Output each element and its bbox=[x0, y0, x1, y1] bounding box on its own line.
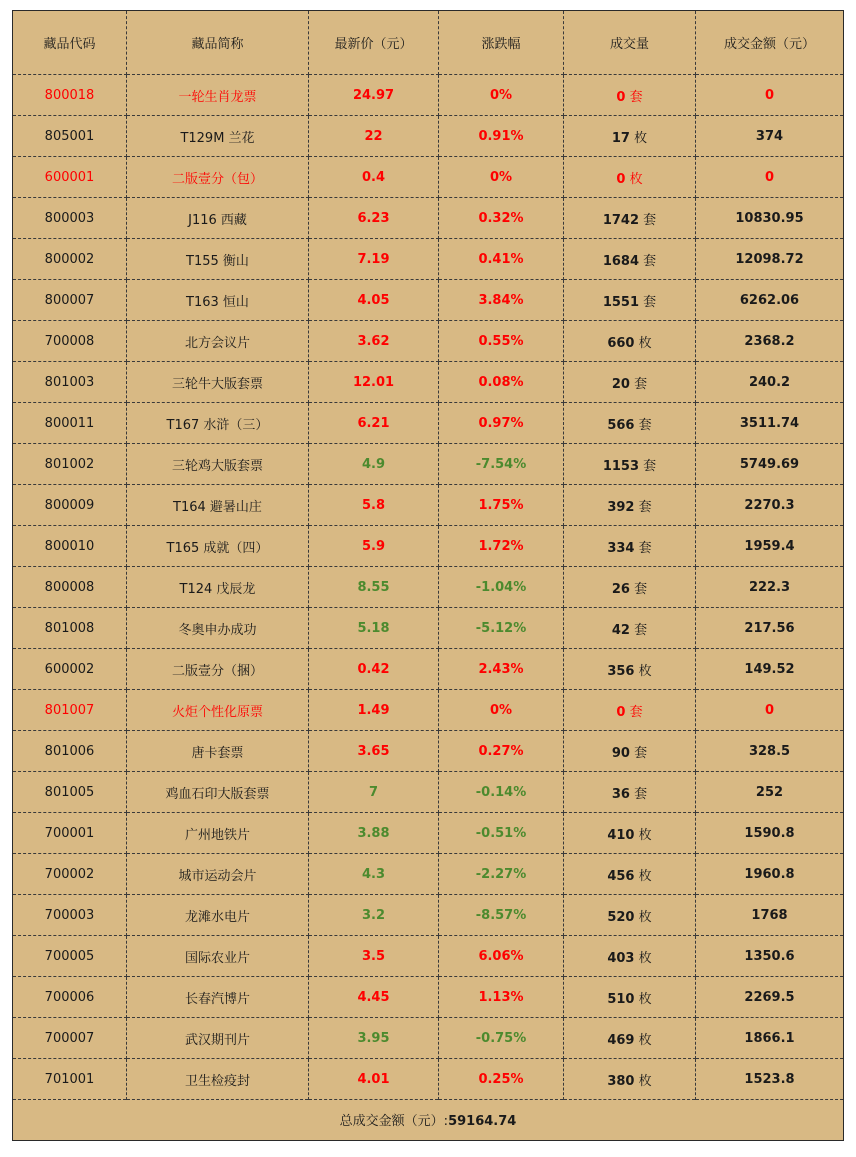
cell-volume bbox=[564, 895, 696, 936]
cell-change: 0% bbox=[439, 690, 564, 731]
volume-unit: 枚 bbox=[638, 335, 652, 351]
volume-unit: 套 bbox=[629, 89, 643, 105]
cell-name: J116 西藏 bbox=[127, 198, 309, 239]
cell-name: 龙滩水电片 bbox=[127, 895, 309, 936]
cell-name: T124 戊辰龙 bbox=[127, 567, 309, 608]
cell-price: 3.65 bbox=[309, 731, 439, 772]
cell-code: 800003 bbox=[13, 198, 127, 239]
volume-unit: 枚 bbox=[638, 827, 652, 843]
cell-amount: 0 bbox=[696, 157, 844, 198]
cell-amount: 374 bbox=[696, 116, 844, 157]
table-row bbox=[13, 362, 843, 403]
volume-unit: 枚 bbox=[629, 171, 643, 187]
cell-volume bbox=[564, 485, 696, 526]
table-row bbox=[13, 526, 843, 567]
volume-number: 520 bbox=[607, 909, 635, 925]
volume-number: 456 bbox=[607, 868, 635, 884]
volume-number: 20 bbox=[611, 376, 630, 392]
cell-change: 1.13% bbox=[439, 977, 564, 1018]
cell-code: 801007 bbox=[13, 690, 127, 731]
volume-number: 660 bbox=[607, 335, 635, 351]
cell-name: 冬奥申办成功 bbox=[127, 608, 309, 649]
cell-amount: 3511.74 bbox=[696, 403, 844, 444]
cell-amount: 1590.8 bbox=[696, 813, 844, 854]
header-code: 藏品代码 bbox=[13, 11, 127, 75]
cell-name: 二版壹分（包） bbox=[127, 157, 309, 198]
cell-name: T129M 兰花 bbox=[127, 116, 309, 157]
cell-code: 600001 bbox=[13, 157, 127, 198]
cell-amount: 6262.06 bbox=[696, 280, 844, 321]
cell-change: 0% bbox=[439, 75, 564, 116]
cell-volume bbox=[564, 731, 696, 772]
cell-name: 国际农业片 bbox=[127, 936, 309, 977]
volume-number: 0 bbox=[616, 704, 626, 720]
volume-unit: 套 bbox=[634, 581, 648, 597]
cell-volume bbox=[564, 157, 696, 198]
cell-volume bbox=[564, 772, 696, 813]
quote-table-container bbox=[12, 10, 844, 1141]
cell-name: 武汉期刊片 bbox=[127, 1018, 309, 1059]
cell-price: 12.01 bbox=[309, 362, 439, 403]
cell-price: 3.5 bbox=[309, 936, 439, 977]
cell-volume bbox=[564, 936, 696, 977]
table-row bbox=[13, 813, 843, 854]
cell-volume bbox=[564, 1059, 696, 1100]
cell-name: T165 成就（四） bbox=[127, 526, 309, 567]
cell-price: 8.55 bbox=[309, 567, 439, 608]
table-row bbox=[13, 321, 843, 362]
cell-volume bbox=[564, 116, 696, 157]
cell-amount: 1960.8 bbox=[696, 854, 844, 895]
cell-code: 800002 bbox=[13, 239, 127, 280]
cell-change: 3.84% bbox=[439, 280, 564, 321]
cell-amount: 217.56 bbox=[696, 608, 844, 649]
total-cell bbox=[13, 1100, 843, 1139]
volume-number: 0 bbox=[616, 89, 626, 105]
volume-number: 1551 bbox=[602, 294, 640, 310]
table-row bbox=[13, 1059, 843, 1100]
volume-number: 380 bbox=[607, 1073, 635, 1089]
volume-unit: 枚 bbox=[638, 1032, 652, 1048]
cell-name: T163 恒山 bbox=[127, 280, 309, 321]
cell-volume bbox=[564, 75, 696, 116]
volume-number: 1153 bbox=[602, 458, 640, 474]
cell-name: T164 避暑山庄 bbox=[127, 485, 309, 526]
table-row bbox=[13, 403, 843, 444]
cell-price: 7.19 bbox=[309, 239, 439, 280]
cell-price: 3.62 bbox=[309, 321, 439, 362]
cell-amount: 2269.5 bbox=[696, 977, 844, 1018]
cell-amount: 240.2 bbox=[696, 362, 844, 403]
cell-volume bbox=[564, 649, 696, 690]
cell-price: 5.8 bbox=[309, 485, 439, 526]
cell-volume bbox=[564, 608, 696, 649]
cell-name: 北方会议片 bbox=[127, 321, 309, 362]
cell-change: -1.04% bbox=[439, 567, 564, 608]
volume-number: 26 bbox=[611, 581, 630, 597]
cell-change: 0.25% bbox=[439, 1059, 564, 1100]
table-row bbox=[13, 75, 843, 116]
header-name: 藏品简称 bbox=[127, 11, 309, 75]
cell-code: 700006 bbox=[13, 977, 127, 1018]
cell-code: 800009 bbox=[13, 485, 127, 526]
cell-code: 801005 bbox=[13, 772, 127, 813]
volume-unit: 套 bbox=[643, 294, 657, 310]
cell-price: 6.21 bbox=[309, 403, 439, 444]
volume-number: 392 bbox=[607, 499, 635, 515]
total-row bbox=[13, 1100, 843, 1139]
volume-unit: 套 bbox=[629, 704, 643, 720]
table-row bbox=[13, 157, 843, 198]
total-value: 59164.74 bbox=[448, 1113, 517, 1129]
cell-code: 801002 bbox=[13, 444, 127, 485]
cell-volume bbox=[564, 444, 696, 485]
cell-volume bbox=[564, 362, 696, 403]
table-row bbox=[13, 198, 843, 239]
cell-price: 22 bbox=[309, 116, 439, 157]
cell-change: 0.55% bbox=[439, 321, 564, 362]
cell-price: 1.49 bbox=[309, 690, 439, 731]
header-change: 涨跌幅 bbox=[439, 11, 564, 75]
table-row bbox=[13, 116, 843, 157]
volume-number: 36 bbox=[611, 786, 630, 802]
volume-unit: 枚 bbox=[638, 1073, 652, 1089]
cell-change: -2.27% bbox=[439, 854, 564, 895]
cell-name: 广州地铁片 bbox=[127, 813, 309, 854]
cell-price: 0.42 bbox=[309, 649, 439, 690]
total-label: 总成交金额（元）: bbox=[339, 1113, 449, 1129]
volume-unit: 套 bbox=[634, 786, 648, 802]
volume-unit: 套 bbox=[638, 499, 652, 515]
cell-change: -0.51% bbox=[439, 813, 564, 854]
table-row bbox=[13, 895, 843, 936]
volume-number: 566 bbox=[607, 417, 635, 433]
cell-amount: 1523.8 bbox=[696, 1059, 844, 1100]
cell-volume bbox=[564, 977, 696, 1018]
table-row bbox=[13, 772, 843, 813]
volume-number: 356 bbox=[607, 663, 635, 679]
table-row bbox=[13, 485, 843, 526]
cell-volume bbox=[564, 690, 696, 731]
volume-number: 0 bbox=[616, 171, 626, 187]
cell-code: 700007 bbox=[13, 1018, 127, 1059]
cell-price: 4.9 bbox=[309, 444, 439, 485]
cell-name: 城市运动会片 bbox=[127, 854, 309, 895]
cell-amount: 1350.6 bbox=[696, 936, 844, 977]
cell-amount: 12098.72 bbox=[696, 239, 844, 280]
cell-name: 唐卡套票 bbox=[127, 731, 309, 772]
cell-code: 701001 bbox=[13, 1059, 127, 1100]
cell-amount: 1768 bbox=[696, 895, 844, 936]
cell-name: 长春汽博片 bbox=[127, 977, 309, 1018]
cell-price: 3.95 bbox=[309, 1018, 439, 1059]
cell-name: 三轮鸡大版套票 bbox=[127, 444, 309, 485]
volume-number: 469 bbox=[607, 1032, 635, 1048]
cell-amount: 1866.1 bbox=[696, 1018, 844, 1059]
table-row bbox=[13, 731, 843, 772]
table-row bbox=[13, 854, 843, 895]
header-price: 最新价（元） bbox=[309, 11, 439, 75]
volume-number: 510 bbox=[607, 991, 635, 1007]
volume-unit: 套 bbox=[643, 212, 657, 228]
cell-change: 0% bbox=[439, 157, 564, 198]
cell-price: 4.3 bbox=[309, 854, 439, 895]
volume-unit: 枚 bbox=[638, 663, 652, 679]
cell-change: -0.14% bbox=[439, 772, 564, 813]
volume-unit: 套 bbox=[638, 540, 652, 556]
cell-name: 鸡血石印大版套票 bbox=[127, 772, 309, 813]
volume-unit: 枚 bbox=[638, 950, 652, 966]
cell-code: 800007 bbox=[13, 280, 127, 321]
cell-change: 1.72% bbox=[439, 526, 564, 567]
cell-name: 卫生检疫封 bbox=[127, 1059, 309, 1100]
table-row bbox=[13, 1018, 843, 1059]
cell-code: 801003 bbox=[13, 362, 127, 403]
volume-unit: 套 bbox=[634, 622, 648, 638]
cell-amount: 0 bbox=[696, 75, 844, 116]
cell-code: 800018 bbox=[13, 75, 127, 116]
cell-name: 一轮生肖龙票 bbox=[127, 75, 309, 116]
volume-unit: 套 bbox=[643, 253, 657, 269]
cell-volume bbox=[564, 1018, 696, 1059]
cell-price: 24.97 bbox=[309, 75, 439, 116]
cell-name: 二版壹分（捆） bbox=[127, 649, 309, 690]
cell-change: 0.97% bbox=[439, 403, 564, 444]
cell-change: 0.91% bbox=[439, 116, 564, 157]
volume-unit: 套 bbox=[643, 458, 657, 474]
cell-price: 3.88 bbox=[309, 813, 439, 854]
cell-change: 0.27% bbox=[439, 731, 564, 772]
cell-name: T167 水浒（三） bbox=[127, 403, 309, 444]
volume-unit: 枚 bbox=[634, 130, 648, 146]
cell-volume bbox=[564, 854, 696, 895]
cell-price: 4.05 bbox=[309, 280, 439, 321]
volume-unit: 枚 bbox=[638, 991, 652, 1007]
cell-code: 700002 bbox=[13, 854, 127, 895]
cell-amount: 149.52 bbox=[696, 649, 844, 690]
cell-volume bbox=[564, 321, 696, 362]
cell-price: 5.18 bbox=[309, 608, 439, 649]
cell-change: -7.54% bbox=[439, 444, 564, 485]
cell-change: 0.08% bbox=[439, 362, 564, 403]
cell-change: 6.06% bbox=[439, 936, 564, 977]
table-row bbox=[13, 977, 843, 1018]
volume-number: 17 bbox=[611, 130, 630, 146]
table-row bbox=[13, 444, 843, 485]
cell-code: 700008 bbox=[13, 321, 127, 362]
cell-change: -5.12% bbox=[439, 608, 564, 649]
cell-price: 6.23 bbox=[309, 198, 439, 239]
table-row bbox=[13, 690, 843, 731]
cell-code: 800008 bbox=[13, 567, 127, 608]
cell-volume bbox=[564, 239, 696, 280]
volume-number: 334 bbox=[607, 540, 635, 556]
cell-code: 801006 bbox=[13, 731, 127, 772]
cell-volume bbox=[564, 198, 696, 239]
cell-amount: 2368.2 bbox=[696, 321, 844, 362]
volume-number: 403 bbox=[607, 950, 635, 966]
cell-amount: 0 bbox=[696, 690, 844, 731]
cell-price: 4.01 bbox=[309, 1059, 439, 1100]
cell-price: 5.9 bbox=[309, 526, 439, 567]
cell-code: 700003 bbox=[13, 895, 127, 936]
table-row bbox=[13, 649, 843, 690]
cell-amount: 222.3 bbox=[696, 567, 844, 608]
volume-number: 90 bbox=[611, 745, 630, 761]
table-row bbox=[13, 280, 843, 321]
cell-volume bbox=[564, 280, 696, 321]
cell-code: 801008 bbox=[13, 608, 127, 649]
cell-code: 700005 bbox=[13, 936, 127, 977]
volume-unit: 套 bbox=[634, 745, 648, 761]
volume-number: 1742 bbox=[602, 212, 640, 228]
cell-price: 7 bbox=[309, 772, 439, 813]
table-row bbox=[13, 936, 843, 977]
cell-amount: 2270.3 bbox=[696, 485, 844, 526]
cell-code: 805001 bbox=[13, 116, 127, 157]
cell-amount: 252 bbox=[696, 772, 844, 813]
cell-change: -0.75% bbox=[439, 1018, 564, 1059]
volume-number: 1684 bbox=[602, 253, 640, 269]
cell-name: 火炬个性化原票 bbox=[127, 690, 309, 731]
cell-volume bbox=[564, 567, 696, 608]
cell-change: 0.41% bbox=[439, 239, 564, 280]
cell-change: 0.32% bbox=[439, 198, 564, 239]
cell-volume bbox=[564, 813, 696, 854]
volume-unit: 套 bbox=[638, 417, 652, 433]
cell-price: 3.2 bbox=[309, 895, 439, 936]
cell-volume bbox=[564, 526, 696, 567]
volume-unit: 枚 bbox=[638, 868, 652, 884]
cell-amount: 328.5 bbox=[696, 731, 844, 772]
cell-volume bbox=[564, 403, 696, 444]
cell-price: 4.45 bbox=[309, 977, 439, 1018]
cell-price: 0.4 bbox=[309, 157, 439, 198]
cell-name: 三轮牛大版套票 bbox=[127, 362, 309, 403]
volume-unit: 套 bbox=[634, 376, 648, 392]
cell-code: 600002 bbox=[13, 649, 127, 690]
cell-code: 800011 bbox=[13, 403, 127, 444]
cell-name: T155 衡山 bbox=[127, 239, 309, 280]
volume-unit: 枚 bbox=[638, 909, 652, 925]
table-row bbox=[13, 608, 843, 649]
cell-change: 2.43% bbox=[439, 649, 564, 690]
quote-table bbox=[13, 11, 843, 1138]
header-volume: 成交量 bbox=[564, 11, 696, 75]
header-amount: 成交金额（元） bbox=[696, 11, 844, 75]
cell-amount: 5749.69 bbox=[696, 444, 844, 485]
cell-code: 800010 bbox=[13, 526, 127, 567]
volume-number: 42 bbox=[611, 622, 630, 638]
cell-amount: 10830.95 bbox=[696, 198, 844, 239]
cell-change: 1.75% bbox=[439, 485, 564, 526]
table-row bbox=[13, 567, 843, 608]
header-row bbox=[13, 11, 843, 75]
cell-change: -8.57% bbox=[439, 895, 564, 936]
cell-amount: 1959.4 bbox=[696, 526, 844, 567]
cell-code: 700001 bbox=[13, 813, 127, 854]
table-row bbox=[13, 239, 843, 280]
volume-number: 410 bbox=[607, 827, 635, 843]
